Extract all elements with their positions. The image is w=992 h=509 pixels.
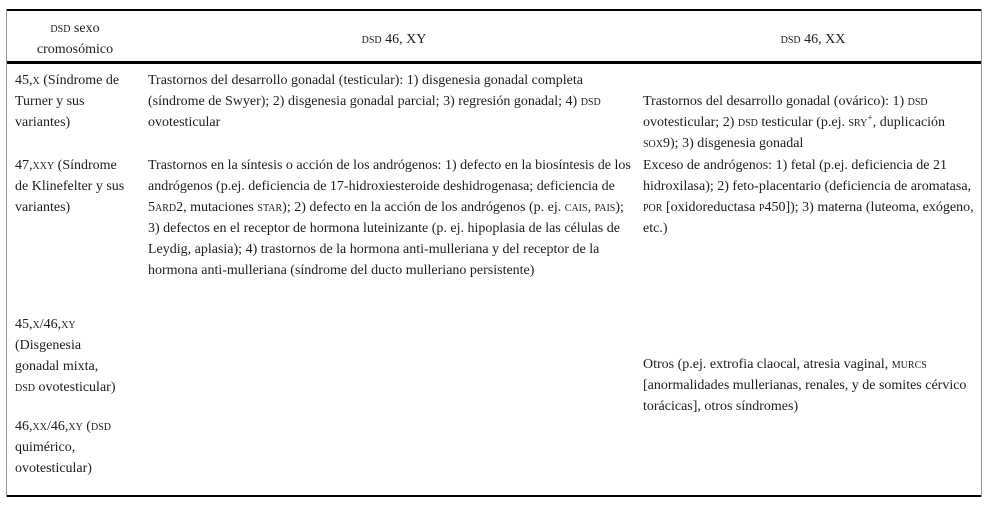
header-dsd-46xy: dsd 46, XY xyxy=(361,32,427,47)
karyotype-46xx-46xy: 46,xx/46,xy (dsd quimérico, ovotesticular) xyxy=(15,419,111,476)
karyotype-45x-46xy: 45,x/46,xy (Disgenesia gonadal mixta, dsd ovotesticular) xyxy=(15,317,116,395)
table-top-rule xyxy=(6,9,982,11)
cell-46xx-gonadal-development: Trastornos del desarrollo gonadal (ovárico): 1) dsd ovotesticular; 2) dsd testicular (p.ej. sry+, duplicación sox9); 3) disgenesia gonadal xyxy=(643,94,946,151)
table-right-border xyxy=(981,9,982,497)
karyotype-47xxy: 47,xxy (Síndrome de Klinefelter y sus variantes) xyxy=(15,158,125,215)
cell-46xx-androgen-excess: Exceso de andrógenos: 1) fetal (p.ej. deficiencia de 21 hidroxilasa); 2) feto-placentario (deficiencia de aromatasa, por [oxidoreductasa p450]); 3) materna (luteoma, exógeno, etc.) xyxy=(643,158,974,236)
table-header-rule xyxy=(6,61,982,64)
cell-46xx-otros: Otros (p.ej. extrofia claocal, atresia vaginal, murcs [anormalidades mullerianas, renales, y de somites cérvico torácicas], otros síndromes) xyxy=(643,357,967,414)
table-bottom-rule xyxy=(6,495,982,497)
header-dsd-46xx: dsd 46, XX xyxy=(780,32,846,47)
table-left-border xyxy=(6,9,7,497)
header-chromosomal-line1: dsd sexo xyxy=(50,21,100,36)
karyotype-45x: 45,x (Síndrome de Turner y sus variantes) xyxy=(15,73,120,130)
cell-46xy-androgen-synthesis-action: Trastornos en la síntesis o acción de los andrógenos: 1) defecto en la biosíntesis de los andrógenos (p.ej. deficiencia de 17-hidroxiesteroide deshidrogenasa; deficiencia de 5ard2, mutaciones star); 2) defecto en la acción de los andrógenos (p. ej. cais, pais); 3) defectos en el receptor de hormona luteinizante (p. ej. hipoplasia de las células de Leydig, aplasia); 4) trastornos de la hormona anti-mulleriana y del receptor de la hormona anti-mulleriana (síndrome del ducto mulleriano persistente) xyxy=(148,158,631,278)
header-chromosomal-dsd xyxy=(10,18,140,60)
cell-46xy-gonadal-development: Trastornos del desarrollo gonadal (testicular): 1) disgenesia gonadal completa (síndrome de Swyer); 2) disgenesia gonadal parcial; 3) regresión gonadal; 4) dsd ovotesticular xyxy=(148,73,601,130)
header-chromosomal-line2: cromosómico xyxy=(36,42,114,57)
